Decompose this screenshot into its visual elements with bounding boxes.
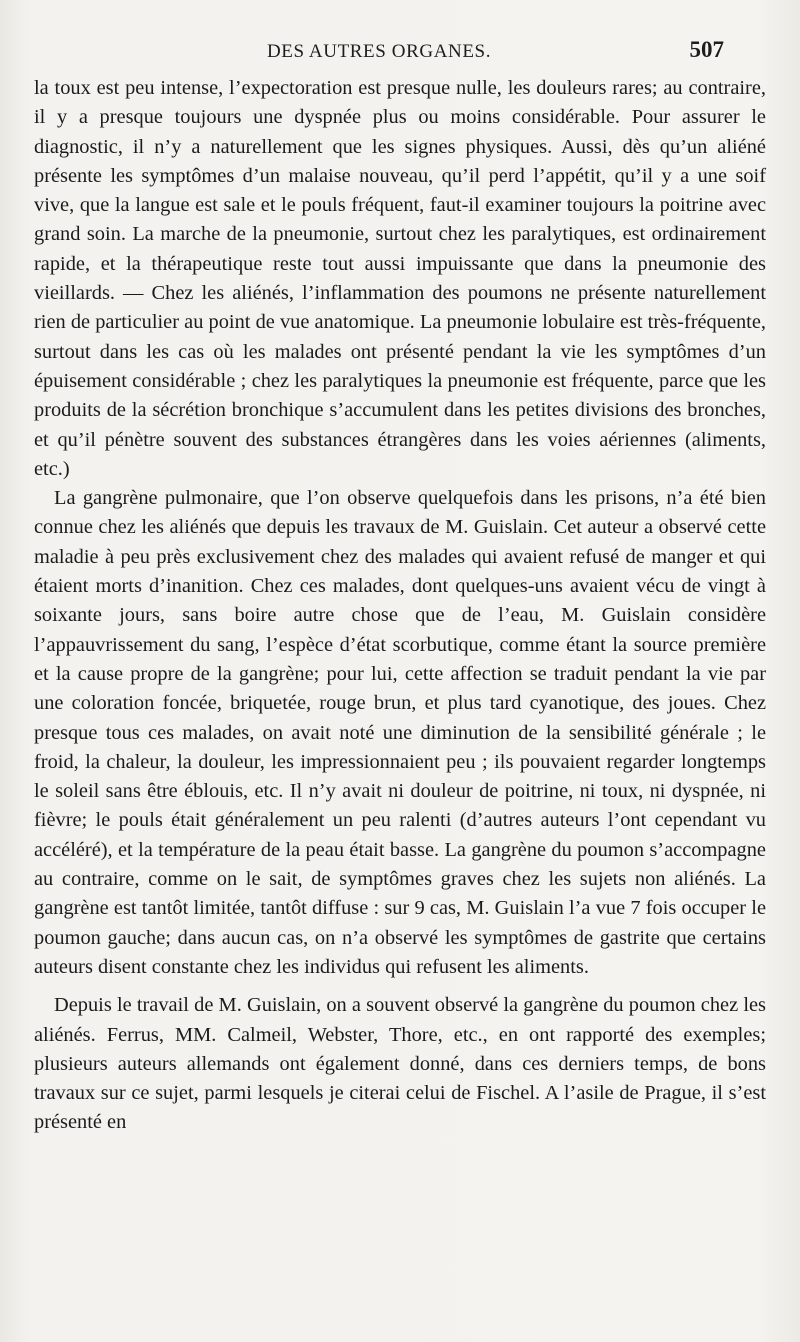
show-through-bleed (250, 4, 550, 34)
paragraph-pneumonie: la toux est peu intense, l’expectoration est presque nulle, les douleurs rares; au contraire, il y a presque toujours une dyspnée plus ou moins considérable. Pour assurer le diagnostic, il n’y a naturellement que les signes physiques. Aussi, dès qu’un aliéné présente les symptômes d’un malaise nouveau, qu’il perd l’appétit, qu’il y a une soif vive, que la langue est sale et le pouls fréquent, faut-il examiner toujours la poitrine avec grand soin. La marche de la pneumonie, surtout chez les paralytiques, est ordinairement rapide, et la thérapeutique reste tout aussi impuissante que dans la pneumonie des vieillards. — Chez les aliénés, l’inflammation des poumons ne présente naturellement rien de particulier au point de vue anatomique. La pneumonie lobulaire est très-fréquente, surtout dans les cas où les malades ont présenté pendant la vie les symptômes d’un épuisement considérable ; chez les paralytiques la pneumonie est fréquente, parce que les produits de la sécrétion bronchique s’accumulent dans les petites divisions des bronches, et qu’il pénètre souvent des substances étrangères dans les voies aériennes (aliments, etc.) (34, 77, 766, 480)
running-title: DES AUTRES ORGANES. (266, 41, 492, 62)
page-header (34, 36, 724, 72)
paragraph-gangrene: La gangrène pulmonaire, que l’on observe quelquefois dans les prisons, n’a été bien connue chez les aliénés que depuis les travaux de M. Guislain. Cet auteur a observé cette maladie à peu près exclusivement chez des malades qui avaient refusé de manger et qui étaient morts d’inanition. Chez ces malades, dont quelques-uns avaient vécu de vingt à soixante jours, sans boire autre chose que de l’eau, M. Guislain considère l’appauvrissement du sang, l’espèce d’état scorbutique, comme étant la source première et la cause propre de la gangrène; pour lui, cette affection se traduit pendant la vie par une coloration foncée, briquetée, rouge brun, et plus tard cyanotique, des joues. Chez presque tous ces malades, on avait noté une diminution de la sensibilité générale ; le froid, la chaleur, la douleur, les impressionnaient peu ; ils pouvaient regarder longtemps le soleil sans être éblouis, etc. Il n’y avait ni douleur de poitrine, ni toux, ni dyspnée, ni fièvre; le pouls était généralement un peu ralenti (d’autres auteurs l’ont cependant vu accéléré), et la température de la peau était basse. La gangrène du poumon s’accompagne au contraire, comme on le sait, de symptômes graves chez les sujets non aliénés. La gangrène est tantôt limitée, tantôt diffuse : sur 9 cas, M. Guislain l’a vue 7 fois occuper le poumon gauche; dans aucun cas, on n’a observé les symptômes de gastrite que certains auteurs disent constante chez les individus qui refusent les aliments. (34, 487, 766, 978)
page-number: 507 (689, 37, 724, 62)
paragraph-guislain-travail: Depuis le travail de M. Guislain, on a souvent observé la gangrène du poumon chez les aliénés. Ferrus, MM. Calmeil, Webster, Thore, etc., en ont rapporté des exemples; plusieurs auteurs allemands ont également donné, dans ces derniers temps, de bons travaux sur ce sujet, parmi lesquels je citerai celui de Fischel. A l’asile de Prague, il s’est présenté en (34, 994, 766, 1134)
body-text (34, 74, 766, 1138)
